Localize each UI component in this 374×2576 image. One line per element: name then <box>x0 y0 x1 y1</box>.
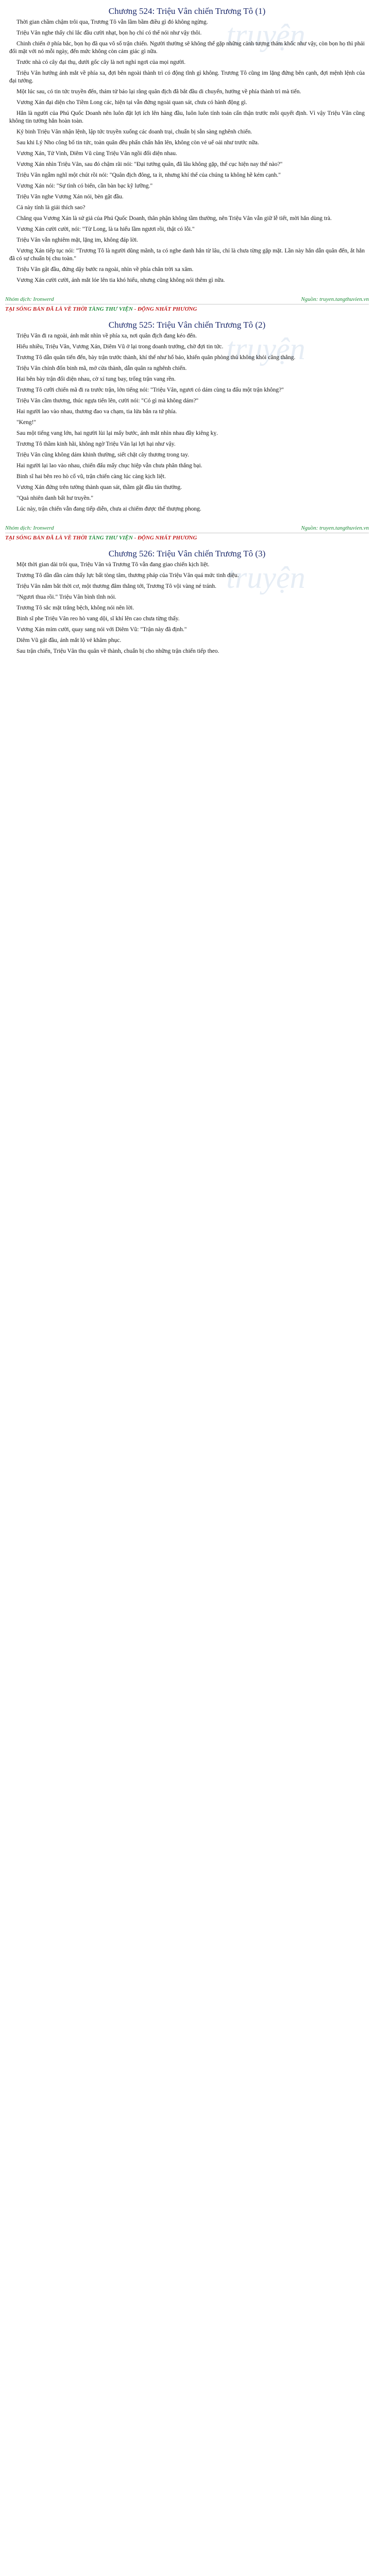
source-credit: Nguồn: truyen.tangthuvien.vn <box>301 525 369 531</box>
paragraph: Triệu Vân hướng ánh mắt về phía xa, đợi bên ngoài thành trì có động tĩnh gì không. Trương Tô cũng im lặng đứng bên cạnh, đợi mệnh lệnh của đại tướng. <box>9 70 365 84</box>
paragraph: Một thời gian dài trôi qua, Triệu Vân và Trương Tô vẫn đang giao chiến kịch liệt. <box>16 562 210 568</box>
paragraph: Vương Xán cười cười, ánh mắt lóe lên tia khó hiểu, nhưng cũng không nói thêm gì nữa. <box>16 277 225 283</box>
chapter-3 <box>5 546 369 663</box>
paragraph: Cả này tính là giải thích sao? <box>16 205 86 211</box>
paragraph: "Ngươi thua rồi." Triệu Vân bình tĩnh nói. <box>16 594 116 600</box>
chapter-body <box>9 19 365 284</box>
paragraph: Triệu Vân nắm bắt thời cơ, một thương đâm thẳng tới, Trương Tô vội vàng né tránh. <box>16 583 216 589</box>
paragraph: Trương Tô cưỡi chiến mã đi ra trước trận, lớn tiếng nói: "Triệu Vân, ngươi có dám cùng ta đấu một trận không?" <box>16 387 284 393</box>
paragraph: Triệu Vân nghe thấy chỉ lắc đầu cười nhạt, bọn họ chỉ có thể nói như vậy thôi. <box>16 30 202 36</box>
paragraph: Triệu Vân ngẫm nghĩ một chút rồi nói: "Quân địch đông, ta ít, nhưng khí thế của chúng ta không hề kém cạnh." <box>16 172 281 178</box>
paragraph: Trương Tô dần dần cảm thấy lực bất tòng tâm, thương pháp của Triệu Vân quá mức tinh diệu. <box>16 572 239 579</box>
paragraph: Vương Xán mỉm cười, quay sang nói với Diêm Vũ: "Trận này đã định." <box>16 626 187 633</box>
chapter-title: Chương 526: Triệu Vân chiến Trương Tô (3) <box>108 549 266 558</box>
paragraph: Triệu Vân gật đầu, đứng dậy bước ra ngoài, nhìn về phía chân trời xa xăm. <box>16 266 194 273</box>
paragraph: Chinh chiến ở phía bắc, bọn họ đã qua vô số trận chiến. Người thường sẽ không thể gặp những cảnh tượng thảm khốc như vậy, còn bọn họ thì phải đối mặt với nó mỗi ngày, đến mức không còn cảm giác gì nữa. <box>9 41 365 55</box>
svg-text:truyện: truyện <box>226 332 305 366</box>
paragraph: Vương Xán đại diện cho Tiềm Long các, hiện tại vẫn đứng ngoài quan sát, chưa có hành động gì. <box>16 99 247 106</box>
svg-text:truyện: truyện <box>226 561 305 595</box>
paragraph: Hai người lao vào nhau, thương đao va chạm, tia lửa bắn ra tứ phía. <box>16 409 177 415</box>
chapter-2 <box>5 317 369 520</box>
chapter-credits <box>5 523 369 543</box>
paragraph: Diêm Vũ gật đầu, ánh mắt lộ vẻ khâm phục. <box>16 637 122 643</box>
paragraph: Triệu Vân cầm thương, thúc ngựa tiến lên, cười nói: "Có gì mà không dám?" <box>16 398 199 404</box>
chapter-1 <box>5 3 369 292</box>
paragraph: Ký binh Triệu Vân nhận lệnh, lập tức truyền xuống các doanh trại, chuẩn bị sẵn sàng nghênh chiến. <box>16 129 252 135</box>
paragraph: Hắn là người của Phú Quốc Doanh nên luôn đặt lợi ích lên hàng đầu, luôn luôn tính toán cẩn thận trước mỗi quyết định. Vì vậy Triệu Vân cũng không tin tưởng hắn hoàn toàn. <box>9 110 365 124</box>
paragraph: Hai người lại lao vào nhau, chiến đấu mấy chục hiệp vẫn chưa phân thắng bại. <box>16 463 202 469</box>
paragraph: Hai bên bày trận đối diện nhau, cờ xí tung bay, trống trận vang rền. <box>16 376 176 382</box>
paragraph: Triệu Vân cũng không dám khinh thường, siết chặt cây thương trong tay. <box>16 452 189 458</box>
paragraph: Sau một tiếng vang lớn, hai người lùi lại mấy bước, ánh mắt nhìn nhau đầy kiêng kỵ. <box>16 430 218 436</box>
paragraph: Sau khi Lý Nho công bố tin tức, toàn quân đều phấn chấn hẳn lên, không còn vẻ uể oải như trước nữa. <box>16 140 259 146</box>
source-credit: Nguồn: truyen.tangthuvien.vn <box>301 296 369 302</box>
paragraph: Lúc này, trận chiến vẫn đang tiếp diễn, chưa ai chiếm được thế thượng phong. <box>16 506 201 512</box>
chapter-body <box>9 332 365 513</box>
paragraph: Trương Tô sắc mặt trắng bệch, không nói nên lời. <box>16 605 134 611</box>
translator-credit: Nhóm dịch: Ironwerd <box>5 296 54 302</box>
paragraph: Vương Xán nói: "Sự tình có biến, cần bàn bạc kỹ lưỡng." <box>16 183 153 189</box>
paragraph: Binh sĩ hai bên reo hò cổ vũ, trận chiến càng lúc càng kịch liệt. <box>16 473 166 480</box>
paragraph: Thời gian chầm chậm trôi qua, Trương Tô vẫn lầm bầm điều gì đó không ngừng. <box>16 19 208 25</box>
page <box>0 0 374 673</box>
credit-line <box>5 525 369 531</box>
paragraph: Trương Tô thầm kinh hãi, không ngờ Triệu Vân lại lợi hại như vậy. <box>16 441 176 447</box>
paragraph: Sau trận chiến, Triệu Vân thu quân về thành, chuẩn bị cho những trận chiến tiếp theo. <box>16 648 219 654</box>
paragraph: Binh sĩ phe Triệu Vân reo hò vang dội, sĩ khí lên cao chưa từng thấy. <box>16 616 180 622</box>
paragraph: "Quả nhiên danh bất hư truyền." <box>16 495 94 501</box>
paragraph: Vương Xán tiếp tục nói: "Trương Tô là người dũng mãnh, ta có nghe danh hắn từ lâu, chỉ là chưa từng gặp mặt. Lần này hắn dẫn quân đến, ắt hẳn đã có sự chuẩn bị chu toàn." <box>9 248 365 262</box>
paragraph: Triệu Vân nghe Vương Xán nói, bèn gật đầu. <box>16 194 124 200</box>
paragraph: Triệu Vân vẫn nghiêm mặt, lặng im, không đáp lời. <box>16 237 139 243</box>
paragraph: Chẳng qua Vương Xán là sứ giả của Phú Quốc Doanh, thân phận không tầm thường, nên Triệu Vân vẫn giữ lễ tiết, mời hắn dùng trà. <box>16 215 332 222</box>
credit-line <box>5 296 369 302</box>
chapter-body <box>9 561 365 655</box>
chapter-credits <box>5 295 369 314</box>
paragraph: Vương Xán đứng trên tường thành quan sát, thầm gật đầu tán thưởng. <box>16 484 182 490</box>
copyright-notice: TẠI SỐNG BẢN ĐÃ LÀ VỀ THỜI TÀNG THƯ VIỆN - ĐỘNG NHẤT PHƯƠNG <box>5 535 197 541</box>
svg-text:truyện: truyện <box>226 18 305 52</box>
copyright-notice: TẠI SỐNG BẢN ĐÃ LÀ VỀ THỜI TÀNG THƯ VIỆN - ĐỘNG NHẤT PHƯƠNG <box>5 306 197 312</box>
paragraph: Vương Xán cười cười, nói: "Từ Long, là ta hiểu lầm ngươi rồi, thật có lỗi." <box>16 226 195 232</box>
paragraph: "Keng!" <box>16 419 37 426</box>
translator-credit: Nhóm dịch: Ironwerd <box>5 525 54 531</box>
paragraph: Triệu Vân chỉnh đốn binh mã, mở cửa thành, dẫn quân ra nghênh chiến. <box>16 365 187 371</box>
paragraph: Triệu Vân đi ra ngoài, ánh mắt nhìn về phía xa, nơi quân địch đang kéo đến. <box>16 333 197 339</box>
paragraph: Trước nhà có cây đại thụ, dưới gốc cây là nơi nghỉ ngơi của mọi người. <box>16 59 186 65</box>
paragraph: Một lúc sau, có tin tức truyền đến, thám tử báo lại rằng quân địch đã bắt đầu di chuyển, hướng về phía thành trì mà tiến. <box>16 89 301 95</box>
paragraph: Hiểu nhiều, Triệu Vân, Vương Xán, Diêm Vũ ở lại trong doanh trướng, chờ đợi tin tức. <box>16 344 224 350</box>
paragraph: Vương Xán, Tử Vinh, Diêm Vũ cùng Triệu Vân ngồi đối diện nhau. <box>16 150 177 157</box>
paragraph: Trương Tô dẫn quân tiến đến, bày trận trước thành, khí thế như hổ báo, khiến quân phòng thủ không khỏi căng thẳng. <box>16 354 296 361</box>
chapter-title: Chương 525: Triệu Vân chiến Trương Tô (2) <box>108 320 266 330</box>
paragraph: Vương Xán nhìn Triệu Vân, sau đó chậm rãi nói: "Đại tướng quân, đã lâu không gặp, thế cục hiện nay thế nào?" <box>16 161 283 167</box>
chapter-title: Chương 524: Triệu Vân chiến Trương Tô (1) <box>108 6 266 16</box>
